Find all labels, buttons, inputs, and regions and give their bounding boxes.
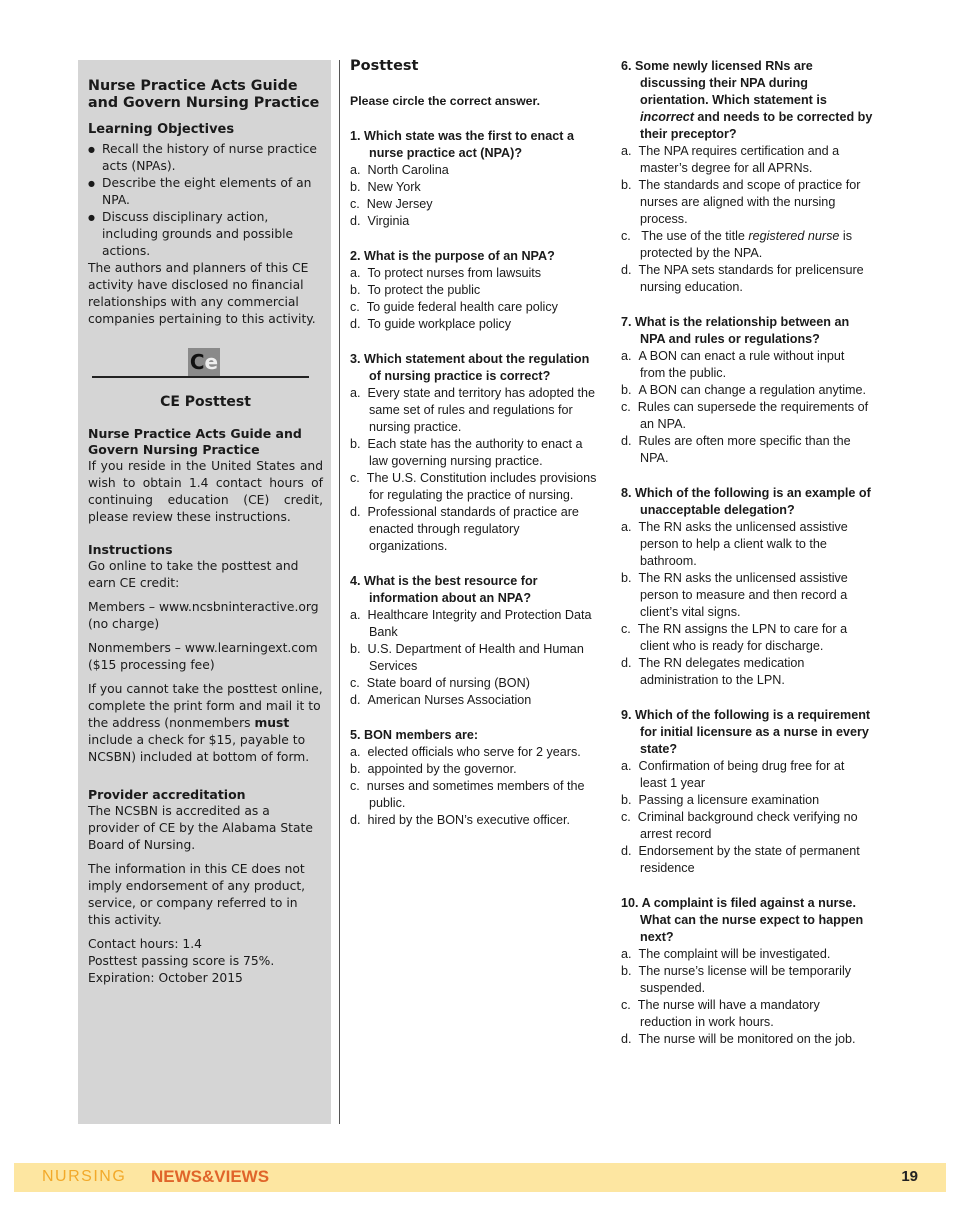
answer-text: To protect nurses from lawsuits	[367, 266, 542, 280]
answer-option[interactable]	[350, 470, 600, 504]
column-divider	[339, 60, 340, 1124]
answer-letter: c.	[621, 622, 631, 636]
answer-letter: a.	[621, 759, 632, 773]
course-intro: If you reside in the United States and wish to obtain 1.4 contact hours of continuing education (CE) credit, please review these instructions.	[88, 459, 323, 524]
answer-option[interactable]	[350, 607, 600, 641]
objectives-list	[88, 141, 323, 260]
answer-text: Rules can supersede the requirements of an NPA.	[637, 400, 869, 431]
answer-option[interactable]	[350, 196, 600, 213]
answer-letter: a.	[350, 608, 361, 622]
question-text	[350, 128, 600, 162]
answer-letter: d.	[350, 214, 361, 228]
print-form-post: include a check for $15, payable to NCSBN) included at bottom of form.	[88, 733, 310, 764]
answer-text: The complaint will be investigated.	[638, 947, 831, 961]
answer-option[interactable]	[350, 812, 600, 829]
answer-letter: c.	[350, 197, 360, 211]
answer-text: State board of nursing (BON)	[366, 676, 530, 690]
question-body: A complaint is filed against a nurse. What can the nurse expect to happen next?	[640, 896, 864, 944]
answer-text: appointed by the governor.	[367, 762, 517, 776]
answer-letter: c.	[350, 471, 360, 485]
print-form-text	[88, 681, 323, 766]
question-text-post: and needs to be corrected by their preceptor?	[640, 110, 873, 141]
answer-option[interactable]	[350, 436, 600, 470]
answer-letter: d.	[621, 1032, 632, 1046]
question-number: 6.	[621, 59, 632, 73]
sidebar	[78, 60, 331, 1124]
ce-divider	[88, 344, 323, 390]
answer-option[interactable]: b. The standards and scope of practice for nurses are aligned with the nursing process.	[621, 178, 861, 226]
answer-text: North Carolina	[367, 163, 449, 177]
answer-text: Passing a licensure examination	[638, 793, 820, 807]
answer-letter: d.	[350, 693, 361, 707]
print-form-must: must	[254, 716, 290, 730]
question-1	[350, 128, 600, 230]
answer-option[interactable]	[621, 809, 873, 843]
answer-option[interactable]	[350, 744, 600, 761]
answer-text: hired by the BON’s executive officer.	[367, 813, 571, 827]
answer-option[interactable]	[350, 299, 600, 316]
question-8	[621, 485, 873, 689]
answer-text: Each state has the authority to enact a law governing nursing practice.	[367, 437, 583, 468]
answer-letter: b.	[621, 964, 632, 978]
print-form-pre: If you cannot take the posttest online, complete the print form and mail it to the address (nonmembers	[88, 682, 323, 730]
answer-text: The standards and scope of practice for nurses are aligned with the nursing process.	[638, 178, 861, 226]
question-number: 8.	[621, 486, 632, 500]
answer-text: Criminal background check verifying no arrest record	[637, 810, 858, 841]
answer-option[interactable]	[621, 758, 873, 792]
answer-letter: a.	[350, 386, 361, 400]
answer-letter: b.	[350, 180, 361, 194]
answer-letter: d.	[350, 505, 361, 519]
answer-letter: d.	[350, 813, 361, 827]
instructions-heading: Instructions	[88, 542, 173, 557]
question-text-emphasis: incorrect	[640, 110, 694, 124]
answer-text-post: is protected by the NPA.	[640, 229, 853, 260]
answer-letter: b.	[350, 437, 361, 451]
question-text	[350, 573, 600, 607]
question-text	[621, 314, 873, 348]
members-link-text: Members – www.ncsbninteractive.org (no charge)	[88, 600, 319, 631]
footer-nursing-label: NURSING	[42, 1168, 127, 1185]
question-list-right	[621, 314, 873, 1048]
question-body: What is the relationship between an NPA and rules or regulations?	[635, 315, 850, 346]
question-2	[350, 248, 600, 333]
answer-text: The U.S. Constitution includes provisions for regulating the practice of nursing.	[366, 471, 597, 502]
answer-text: To guide workplace policy	[367, 317, 512, 331]
answer-text: Confirmation of being drug free for at least 1 year	[638, 759, 845, 790]
answer-option[interactable]	[621, 963, 873, 997]
answer-option[interactable]	[350, 265, 600, 282]
question-3	[350, 351, 600, 555]
answer-text: Professional standards of practice are enacted through regulatory organizations.	[367, 505, 579, 553]
question-number: 3.	[350, 352, 361, 366]
posttest-column-middle	[350, 58, 600, 847]
answer-option[interactable]	[621, 655, 873, 689]
answer-text: Endorsement by the state of permanent residence	[638, 844, 860, 875]
question-number: 2.	[350, 249, 361, 263]
answer-letter: a.	[621, 947, 632, 961]
divider-line	[92, 376, 309, 378]
answer-option[interactable]	[621, 792, 873, 809]
answer-text: Virginia	[367, 214, 410, 228]
answer-text: The RN asks the unlicensed assistive person to help a client walk to the bathroom.	[638, 520, 848, 568]
answer-option[interactable]: d. The NPA sets standards for prelicensure nursing education.	[621, 263, 864, 294]
answer-text: The RN asks the unlicensed assistive person to measure and then record a client’s vital signs.	[638, 571, 848, 619]
answer-text: The RN assigns the LPN to care for a client who is ready for discharge.	[637, 622, 848, 653]
answer-option[interactable]	[621, 570, 873, 621]
answer-option[interactable]	[350, 504, 600, 555]
answer-letter: b.	[621, 571, 632, 585]
answer-option[interactable]	[350, 761, 600, 778]
question-text	[350, 248, 600, 265]
answer-text: The NPA sets standards for prelicensure nursing education.	[638, 263, 864, 294]
provider-text: The NCSBN is accredited as a provider of CE by the Alabama State Board of Nursing.	[88, 804, 313, 852]
answer-text: To guide federal health care policy	[366, 300, 558, 314]
answer-text: To protect the public	[367, 283, 481, 297]
answer-letter: b.	[350, 762, 361, 776]
question-body: Which state was the first to enact a nurse practice act (NPA)?	[364, 129, 574, 160]
answer-option[interactable]	[621, 433, 873, 467]
question-text	[350, 727, 600, 744]
answer-text: A BON can change a regulation anytime.	[638, 383, 867, 397]
question-number: 5.	[350, 728, 361, 742]
answer-letter: a.	[350, 745, 361, 759]
answer-letter: c.	[621, 400, 631, 414]
answer-option[interactable]	[350, 282, 600, 299]
answer-text: nurses and sometimes members of the public.	[366, 779, 585, 810]
ce-logo	[188, 348, 220, 376]
objectives-heading: Learning Objectives	[88, 122, 235, 137]
answer-option[interactable]	[350, 162, 600, 179]
answer-option[interactable]	[350, 179, 600, 196]
answer-option[interactable]	[621, 621, 873, 655]
question-number: 1.	[350, 129, 361, 143]
answer-letter: d.	[350, 317, 361, 331]
question-body: What is the purpose of an NPA?	[364, 249, 555, 263]
question-text-pre: Some newly licensed RNs are discussing their NPA during orientation. Which statement is	[635, 59, 827, 107]
question-10	[621, 895, 873, 1048]
posttest-title: Posttest	[350, 58, 419, 74]
answer-option[interactable]	[621, 399, 873, 433]
answer-text-pre: The use of the title	[641, 229, 749, 243]
answer-letter: a.	[350, 266, 361, 280]
answer-option[interactable]	[621, 348, 873, 382]
answer-letter: c.	[350, 779, 360, 793]
posttest-instruction: Please circle the correct answer.	[350, 94, 541, 108]
answer-letter: b.	[621, 793, 632, 807]
question-5	[350, 727, 600, 829]
answer-option[interactable]	[621, 946, 873, 963]
nonmembers-link-text: Nonmembers – www.learningext.com ($15 processing fee)	[88, 641, 318, 672]
answer-option[interactable]	[350, 316, 600, 333]
question-number: 10.	[621, 896, 639, 910]
answer-letter: c.	[621, 810, 631, 824]
objective-item: ● Discuss disciplinary action, including grounds and possible actions.	[88, 209, 323, 260]
provider-heading: Provider accreditation	[88, 787, 246, 802]
expiration: Expiration: October 2015	[88, 971, 243, 985]
answer-text: The NPA requires certification and a master’s degree for all APRNs.	[638, 144, 840, 175]
question-body: Which statement about the regulation of nursing practice is correct?	[364, 352, 590, 383]
answer-option[interactable]	[621, 843, 873, 877]
endorsement-text: The information in this CE does not imply endorsement of any product, service, or company referred to in this activity.	[88, 862, 306, 927]
answer-letter: d.	[621, 434, 632, 448]
answer-letter: d.	[621, 844, 632, 858]
objective-item: ● Recall the history of nurse practice acts (NPAs).	[88, 141, 323, 175]
answer-letter: a.	[621, 349, 632, 363]
answer-option[interactable]	[621, 519, 873, 570]
answer-text: Every state and territory has adopted the same set of rules and regulations for nursing practice.	[367, 386, 596, 434]
answer-text: The RN delegates medication administration to the LPN.	[638, 656, 805, 687]
answer-text: New Jersey	[366, 197, 433, 211]
answer-text: elected officials who serve for 2 years.	[367, 745, 581, 759]
answer-option[interactable]	[350, 675, 600, 692]
answer-letter: d.	[621, 656, 632, 670]
ce-posttest-heading: CE Posttest	[160, 394, 251, 410]
question-text	[621, 58, 873, 143]
answer-option[interactable]: c. The use of the title registered nurse is protected by the NPA.	[621, 229, 853, 260]
answer-option[interactable]	[350, 213, 600, 230]
answer-text: New York	[367, 180, 421, 194]
question-list-left	[350, 128, 600, 829]
answer-option[interactable]	[350, 641, 600, 675]
question-9	[621, 707, 873, 877]
question-body: Which of the following is a requirement for initial licensure as a nurse in every state?	[635, 708, 871, 756]
answer-letter: b.	[350, 283, 361, 297]
answer-text: A BON can enact a rule without input from the public.	[638, 349, 845, 380]
answer-text: American Nurses Association	[367, 693, 532, 707]
answer-option[interactable]	[350, 692, 600, 709]
disclosure-text: The authors and planners of this CE activity have disclosed no financial relationships with any commercial companies pertaining to this activity.	[88, 261, 316, 326]
answer-text: The nurse will be monitored on the job.	[638, 1032, 856, 1046]
answer-option[interactable]: a. The NPA requires certification and a master’s degree for all APRNs.	[621, 144, 840, 175]
question-text	[621, 895, 873, 946]
answer-text: U.S. Department of Health and Human Services	[367, 642, 584, 673]
question-6	[621, 58, 873, 296]
question-body: BON members are:	[364, 728, 479, 742]
passing-score: Posttest passing score is 75%.	[88, 954, 275, 968]
question-7	[621, 314, 873, 467]
question-body: What is the best resource for information about an NPA?	[364, 574, 538, 605]
answer-letter: c.	[350, 676, 360, 690]
answer-option[interactable]	[621, 1031, 873, 1048]
footer-brand-logo: NEWS&VIEWS	[151, 1167, 270, 1186]
question-number: 4.	[350, 574, 361, 588]
footer-bar	[14, 1163, 946, 1192]
answer-text: Rules are often more specific than the NPA.	[638, 434, 851, 465]
contact-hours: Contact hours: 1.4	[88, 937, 202, 951]
answer-text: The nurse’s license will be temporarily suspended.	[638, 964, 852, 995]
objective-item: ● Describe the eight elements of an NPA.	[88, 175, 323, 209]
answer-letter: a.	[621, 520, 632, 534]
answer-letter: b.	[621, 383, 632, 397]
instructions-text: Go online to take the posttest and earn CE credit:	[88, 559, 299, 590]
ce-logo-c: C	[189, 349, 205, 374]
answer-option[interactable]	[350, 385, 600, 436]
answer-letter: a.	[350, 163, 361, 177]
answer-letter: c.	[350, 300, 360, 314]
answer-text-emphasis: registered nurse	[748, 229, 840, 243]
answer-letter: c.	[621, 998, 631, 1012]
question-text	[350, 351, 600, 385]
answer-option[interactable]	[621, 997, 873, 1031]
ce-logo-e: e	[204, 349, 219, 374]
question-text	[621, 707, 873, 758]
page-number: 19	[901, 1168, 918, 1185]
answer-option[interactable]	[621, 382, 873, 399]
answer-letter: b.	[350, 642, 361, 656]
answer-text: Healthcare Integrity and Protection Data Bank	[367, 608, 592, 639]
question-number: 9.	[621, 708, 632, 722]
question-number: 7.	[621, 315, 632, 329]
question-text	[621, 485, 873, 519]
course-title: Nurse Practice Acts Guide and Govern Nursing Practice	[88, 426, 302, 457]
question-4	[350, 573, 600, 709]
sidebar-title: Nurse Practice Acts Guide and Govern Nursing Practice	[88, 78, 320, 111]
answer-text: The nurse will have a mandatory reduction in work hours.	[637, 998, 820, 1029]
answer-option[interactable]	[350, 778, 600, 812]
posttest-column-right	[621, 58, 873, 1066]
question-body: Which of the following is an example of unacceptable delegation?	[635, 486, 871, 517]
